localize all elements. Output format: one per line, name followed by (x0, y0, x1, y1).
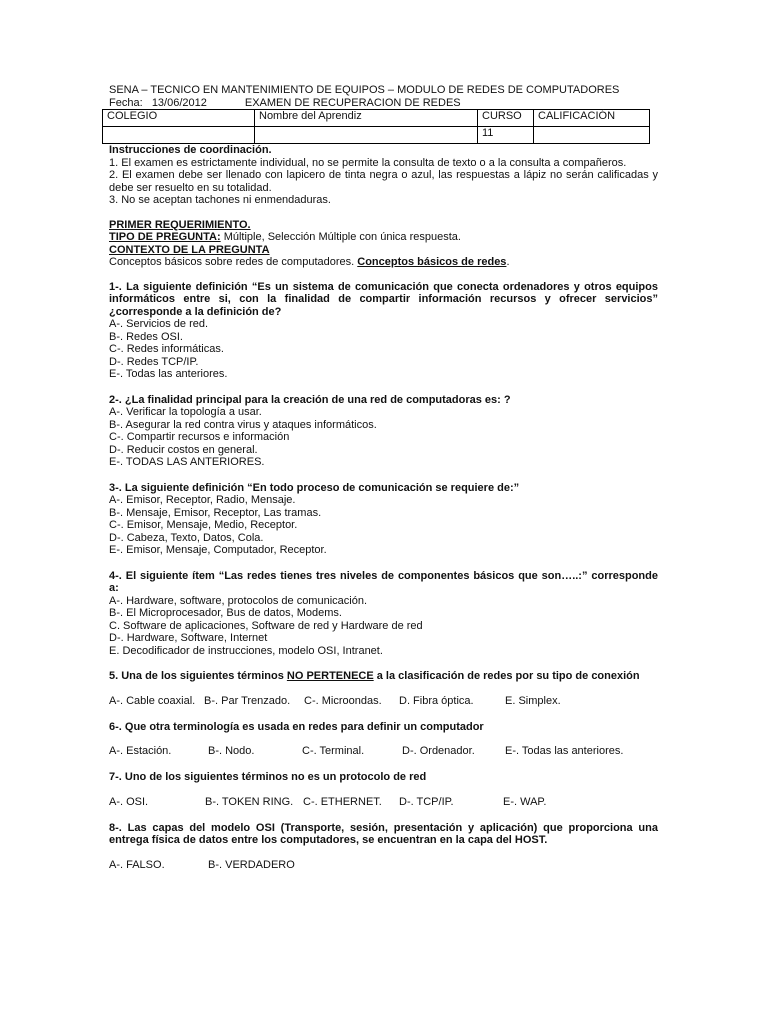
option[interactable]: C-. Redes informáticas. (109, 343, 224, 355)
question-5-options (109, 695, 658, 708)
option[interactable]: C-. ETHERNET. (303, 795, 382, 808)
option[interactable]: B-. El Microprocesador, Bus de datos, Modems. (109, 607, 342, 619)
option[interactable]: A-. Servicios de red. (109, 318, 209, 330)
option[interactable]: C. Software de aplicaciones, Software de red y Hardware de red (109, 619, 423, 632)
option[interactable]: D-. Redes TCP/IP. (109, 355, 199, 368)
question-7-options (109, 796, 658, 809)
fecha-label: Fecha: (109, 96, 143, 109)
header-line: SENA – TECNICO EN MANTENIMIENTO DE EQUIPOS – MODULO DE REDES DE COMPUTADORES (109, 84, 620, 96)
option[interactable]: B-. Nodo. (208, 745, 255, 757)
option[interactable]: E-. WAP. (503, 795, 547, 808)
question-8: 8-. Las capas del modelo OSI (Transporte, sesión, presentación y aplicación) que proporciona una entrega física de datos entre los computadores, se encuentran en la capa del HOST. (109, 821, 658, 846)
curso-value[interactable]: 11 (478, 127, 534, 144)
option[interactable]: E-. TODAS LAS ANTERIORES. (109, 456, 265, 468)
question-6: 6-. Que otra terminología es usada en redes para definir un computador (109, 720, 484, 733)
question-type-line (109, 231, 658, 244)
context-line (109, 256, 658, 269)
question-1: 1-. La siguiente definición “Es un sistema de comunicación que conecta ordenadores y otros equipos informáticos entre si, con la finalidad de compartir información recursos y ofrecer servicios” ¿corresponde a la definición de? (109, 280, 658, 318)
option[interactable]: D-. TCP/IP. (399, 795, 454, 808)
option[interactable]: A-. Emisor, Receptor, Radio, Mensaje. (109, 494, 296, 506)
fecha-value: 13/06/2012 (151, 96, 207, 109)
option[interactable]: B-. VERDADERO (208, 858, 295, 871)
context-bold: Conceptos básicos de redes (357, 256, 507, 268)
option[interactable]: C-. Microondas. (304, 694, 382, 707)
option[interactable]: B-. Mensaje, Emisor, Receptor, Las tramas. (109, 506, 322, 519)
question-3: 3-. La siguiente definición “En todo proceso de comunicación se requiere de:” (109, 481, 520, 494)
option[interactable]: E. Simplex. (505, 694, 561, 707)
question-4: 4-. El siguiente ítem “Las redes tienes tres niveles de componentes básicos que son…..:” corresponde a: (109, 569, 658, 594)
colegio-value[interactable] (103, 127, 255, 144)
aprendiz-header: Nombre del Aprendiz (255, 110, 478, 127)
context-text: Conceptos básicos sobre redes de computadores. (109, 256, 358, 268)
option[interactable]: A-. Verificar la topología a usar. (109, 406, 262, 418)
info-header-row (103, 110, 650, 127)
instruction-item: 1. El examen es estrictamente individual, no se permite la consulta de texto o a la consulta a compañeros. (109, 156, 627, 169)
option[interactable]: E. Decodificador de instrucciones, modelo OSI, Intranet. (109, 644, 383, 657)
curso-header: CURSO (478, 110, 534, 127)
calificacion-value[interactable] (534, 127, 650, 144)
option[interactable]: E-. Emisor, Mensaje, Computador, Receptor. (109, 544, 327, 556)
question-5 (109, 670, 658, 683)
tipo-value: Múltiple, Selección Múltiple con única respuesta. (220, 231, 461, 243)
option[interactable]: A-. Cable coaxial. (109, 694, 196, 707)
exam-document (109, 84, 658, 872)
question-5-pre: 5. Una de los siguientes términos (109, 670, 287, 682)
option[interactable]: D-. Hardware, Software, Internet (109, 632, 268, 644)
option[interactable]: B-. Redes OSI. (109, 330, 183, 343)
question-8-options (109, 859, 658, 872)
context-label: CONTEXTO DE LA PREGUNTA (109, 243, 270, 256)
question-7: 7-. Uno de los siguientes términos no es un protocolo de red (109, 771, 427, 783)
option[interactable]: B-. Par Trenzado. (204, 694, 291, 707)
context-end: . (506, 256, 510, 268)
option[interactable]: A-. FALSO. (109, 858, 165, 871)
option[interactable]: E-. Todas las anteriores. (109, 368, 228, 380)
option[interactable]: B-. Asegurar la red contra virus y ataques informáticos. (109, 418, 377, 431)
tipo-label: TIPO DE PREGUNTA: (109, 231, 221, 243)
calificacion-header: CALIFICACIÓN (534, 110, 650, 127)
exam-title: EXAMEN DE RECUPERACION DE REDES (244, 96, 461, 109)
instruction-item: 3. No se aceptan tachones ni enmendaduras. (109, 194, 331, 206)
student-info-table (102, 109, 650, 144)
question-5-emphasis: NO PERTENECE (286, 670, 374, 682)
option[interactable]: D-. Ordenador. (402, 745, 475, 757)
question-6-options (109, 745, 658, 758)
option[interactable]: A-. Estación. (109, 745, 172, 757)
option[interactable]: A-. OSI. (109, 795, 149, 808)
option[interactable]: D. Fibra óptica. (399, 694, 474, 707)
option[interactable]: B-. TOKEN RING. (205, 795, 294, 808)
requirement-title: PRIMER REQUERIMIENTO. (109, 218, 251, 231)
header-date-row (109, 97, 658, 110)
instruction-item: 2. El examen debe ser llenado con lapicero de tinta negra o azul, las respuestas a lápiz no serán calificadas y debe ser resuelto en su totalidad. (109, 169, 658, 194)
colegio-header: COLEGIO (103, 110, 255, 127)
option[interactable]: D-. Reducir costos en general. (109, 443, 258, 456)
option[interactable]: C-. Terminal. (302, 745, 365, 757)
question-5-post: a la clasificación de redes por su tipo de conexión (373, 670, 640, 682)
option[interactable]: C-. Emisor, Mensaje, Medio, Receptor. (109, 519, 298, 531)
option[interactable]: C-. Compartir recursos e información (109, 431, 290, 443)
question-2: 2-. ¿La finalidad principal para la creación de una red de computadoras es: ? (109, 393, 511, 406)
option[interactable]: D-. Cabeza, Texto, Datos, Cola. (109, 531, 264, 544)
info-value-row (103, 127, 650, 144)
instructions-title: Instrucciones de coordinación. (109, 144, 272, 156)
option[interactable]: A-. Hardware, software, protocolos de comunicación. (109, 594, 368, 607)
option[interactable]: E-. Todas las anteriores. (505, 745, 624, 757)
aprendiz-value[interactable] (255, 127, 478, 144)
